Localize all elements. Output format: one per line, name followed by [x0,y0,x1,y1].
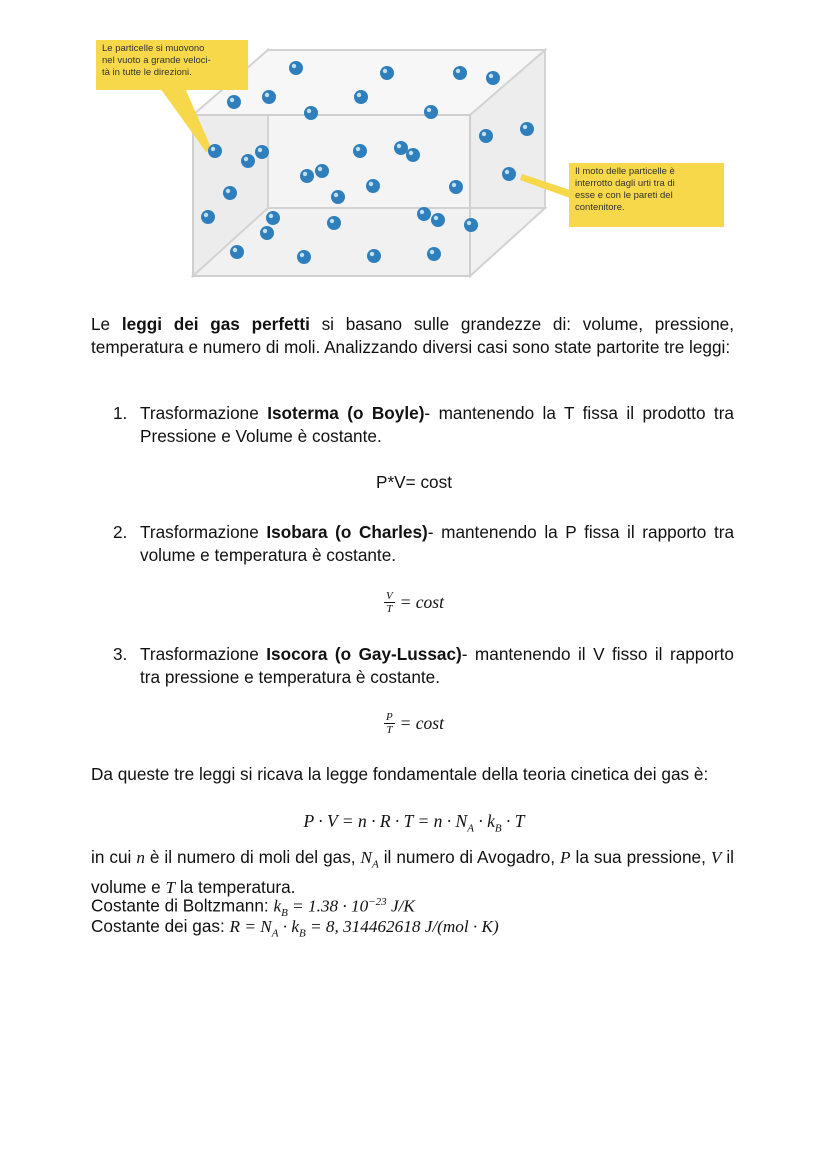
gas-particle [431,213,445,227]
symbol-k: k [273,896,282,916]
formula-ideal-gas-law [0,811,828,835]
particle-highlight [244,157,248,161]
list-number: 3. [113,644,128,664]
gas-particle [262,90,276,104]
explanation-text: la temperatura. [175,877,296,898]
particle-highlight [330,219,334,223]
fraction-denominator: T [386,724,393,736]
callout-collisions [569,163,724,227]
law-text: - mantenendo la T fissa il prodotto tra Pressione e Volume è costante. [140,403,734,446]
formula-part: P · V = n · R · T = n · N [303,811,468,831]
gas-particle [223,186,237,200]
symbol-na: N [360,848,373,867]
fraction-denominator: T [386,603,393,615]
conclusion-paragraph: Da queste tre leggi si ricava la legge fondamentale della teoria cinetica dei gas è: [91,764,709,784]
particle-highlight [265,93,269,97]
intro-text: si basano sulle grandezze di: volume, pressione, temperatura e numero di moli. Analizzando diversi casi sono state partorite tre leggi: [91,314,734,357]
constant-label: Costante di Boltzmann: [91,895,274,916]
formula-subscript: B [494,822,502,835]
particle-highlight [383,69,387,73]
gas-particle [486,71,500,85]
particle-highlight [427,108,431,112]
particle-highlight [292,64,296,68]
callout-left-line: tà in tutte le direzioni. [102,67,192,78]
particle-highlight [370,252,374,256]
particle-highlight [258,148,262,152]
gas-particle [304,106,318,120]
particle-highlight [356,147,360,151]
law-name: Isobara (o Charles) [266,522,428,542]
formula-tail: = cost [399,713,444,733]
gas-particle [227,95,241,109]
gas-particle [406,148,420,162]
particle-highlight [357,93,361,97]
intro-paragraph [91,313,734,359]
symbol-v: V [710,848,722,867]
particle-highlight [397,144,401,148]
gas-particle [427,247,441,261]
list-number: 2. [113,522,128,542]
particle-highlight [303,172,307,176]
particle-highlight [489,74,493,78]
law-name: Isocora (o Gay-Lussac) [266,644,462,664]
gas-particle [241,154,255,168]
particle-highlight [523,125,527,129]
gas-particle [367,249,381,263]
particle-highlight [505,170,509,174]
particle-highlight [434,216,438,220]
gas-particle [230,245,244,259]
particle-highlight [269,214,273,218]
particle-highlight [204,213,208,217]
gas-particle [289,61,303,75]
particle-highlight [482,132,486,136]
callout-right-line: Il moto delle particelle è [575,166,675,177]
callout-right-line: interrotto dagli urti tra di [575,178,675,189]
gas-particle [453,66,467,80]
gas-particle [380,66,394,80]
formula-charles [0,590,828,615]
gas-particle [297,250,311,264]
gas-particle [479,129,493,143]
formula-subscript: A [467,822,474,835]
explanation-text: in cui [91,847,137,867]
gas-particle [417,207,431,221]
explanation-text: il volume e [91,847,734,898]
particle-highlight [233,248,237,252]
fraction-p-over-t [384,711,395,736]
particle-highlight [211,147,215,151]
gas-particle [502,167,516,181]
constant-expression: · k [278,917,299,936]
gas-particle [520,122,534,136]
particle-highlight [452,183,456,187]
symbol-subscript: A [372,858,379,871]
fraction-numerator: P [386,711,393,723]
symbol-n: n [136,848,145,867]
gas-particle [266,211,280,225]
particle-highlight [318,167,322,171]
particle-highlight [420,210,424,214]
gas-particle [315,164,329,178]
constant-expression: R = N [229,917,272,936]
particle-highlight [456,69,460,73]
gas-particle [354,90,368,104]
particle-highlight [430,250,434,254]
explanation-text: la sua pressione, [570,847,711,867]
gas-particle [208,144,222,158]
constant-unit: J/K [386,896,415,916]
constant-value: = 1.38 · 10 [287,896,369,916]
gas-particle [424,105,438,119]
symbol-p: P [560,848,571,867]
particle-highlight [467,221,471,225]
particle-highlight [307,109,311,113]
callout-right-line: esse e con le pareti del [575,190,673,201]
formula-tail: = cost [399,592,444,612]
explanation-text: è il numero di moli del gas, [144,847,361,867]
law-isoterma [113,402,734,448]
law-text: - mantenendo la P fissa il rapporto tra volume e temperatura è costante. [140,522,735,565]
particle-highlight [369,182,373,186]
gas-particle [327,216,341,230]
callout-right-line: contenitore. [575,202,625,213]
callout-left-line: nel vuoto a grande veloci- [102,55,211,66]
constant-exponent: −23 [368,896,387,908]
law-text: Trasformazione [140,403,268,423]
constant-value: = 8, 314462618 J/(mol · K) [305,917,499,936]
law-text: - mantenendo il V fisso il rapporto tra pressione e temperatura è costante. [140,644,734,687]
particle-highlight [300,253,304,257]
symbol-t: T [165,878,176,898]
formula-part: · k [473,811,495,831]
callout-free-motion [96,40,248,90]
particle-highlight [226,189,230,193]
gas-particle [449,180,463,194]
gas-particle [201,210,215,224]
fraction-v-over-t [384,590,395,615]
fraction-numerator: V [386,590,393,602]
formula-boyle: P*V= cost [376,472,452,492]
law-isobara [113,521,734,567]
intro-bold-term: leggi dei gas perfetti [121,314,310,334]
callout-left-line: Le particelle si muovono [102,43,205,54]
gas-particle [464,218,478,232]
gas-constant-line [91,915,499,945]
law-isocora [113,643,734,689]
intro-text: Le [91,314,122,334]
symbol-subscript: B [298,927,306,940]
particle-highlight [334,193,338,197]
formula-gay-lussac [0,711,828,736]
gas-particle [331,190,345,204]
particle-highlight [230,98,234,102]
particle-highlight [263,229,267,233]
law-text: Trasformazione [140,644,267,664]
law-name: Isoterma (o Boyle) [267,403,425,423]
list-number: 1. [113,403,128,423]
gas-particle [260,226,274,240]
gas-particle [366,179,380,193]
symbol-subscript: B [281,907,288,920]
explanation-text: il numero di Avogadro, [378,847,561,867]
particle-highlight [409,151,413,155]
gas-particle [353,144,367,158]
constant-label: Costante dei gas: [91,916,230,936]
law-text: Trasformazione [140,522,267,542]
formula-part: · T [501,811,525,831]
gas-particle [300,169,314,183]
gas-particle [394,141,408,155]
gas-particle [255,145,269,159]
symbol-subscript: A [271,927,279,940]
